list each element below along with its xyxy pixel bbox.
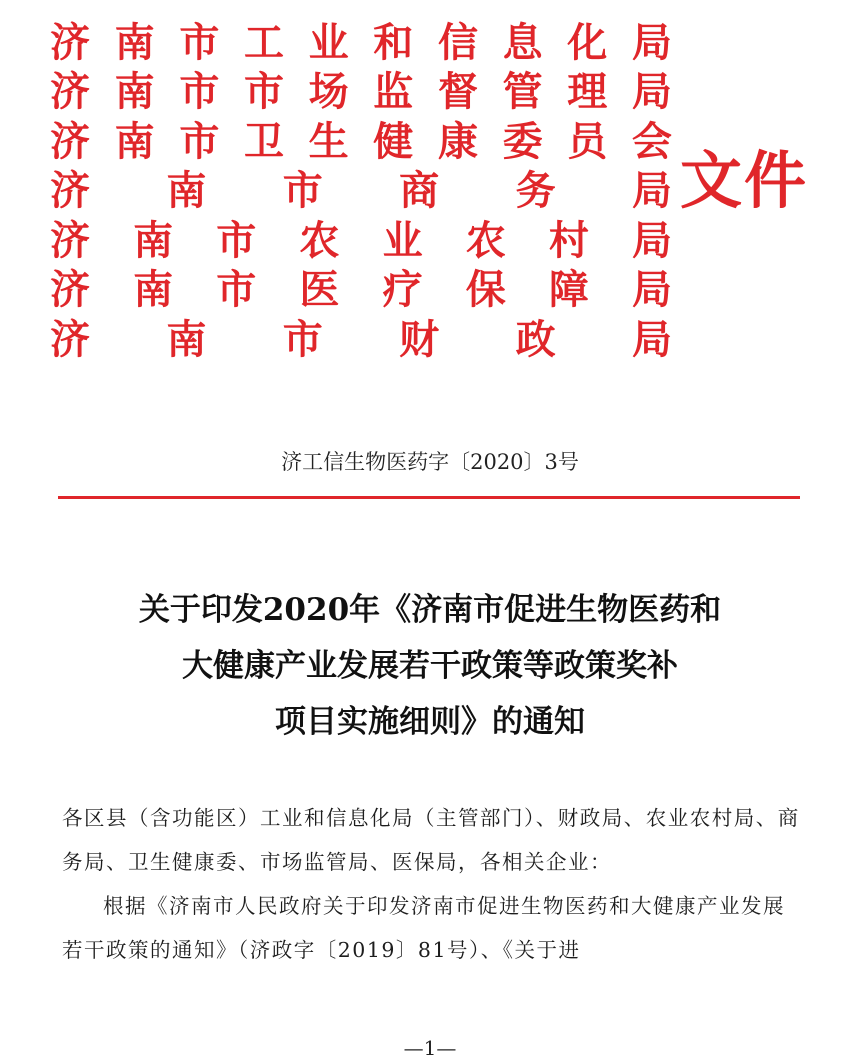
issuer-character: 南 <box>133 267 174 314</box>
issuer-character: 市 <box>282 168 323 215</box>
document-number: 济工信生物医药字〔2020〕3号 <box>281 450 579 474</box>
issuer-character: 和 <box>373 19 414 66</box>
issuer-character: 村 <box>548 217 589 264</box>
issuer-character: 南 <box>166 168 207 215</box>
issuer-character: 济 <box>50 217 90 264</box>
document-label: 文件 <box>680 144 809 217</box>
issuer-row <box>50 18 672 68</box>
issuer-character: 南 <box>114 69 155 116</box>
issuer-row <box>50 167 672 217</box>
title-line: 关于印发2020年《济南市促进生物医药和 <box>138 592 722 628</box>
issuer-character: 南 <box>133 217 174 264</box>
issuer-character: 市 <box>243 69 284 116</box>
document-body <box>62 796 804 972</box>
salutation: 各区县（含功能区）工业和信息化局（主管部门）、财政局、农业农村局、商务局、卫生健康委、市场监管局、医保局，各相关企业： <box>62 806 800 874</box>
issuer-character: 员 <box>567 118 608 165</box>
issuer-character: 督 <box>437 69 478 116</box>
issuer-character: 疗 <box>382 267 423 314</box>
issuer-character: 济 <box>50 267 90 314</box>
issuer-character: 生 <box>308 118 349 165</box>
issuer-character: 务 <box>515 168 556 215</box>
issuer-character: 局 <box>631 217 672 264</box>
issuer-character: 信 <box>437 19 478 66</box>
issuer-character: 南 <box>166 316 207 363</box>
issuer-character: 委 <box>502 118 543 165</box>
issuer-character: 局 <box>631 316 672 363</box>
issuer-character: 医 <box>299 267 340 314</box>
issuer-character: 济 <box>50 118 90 165</box>
issuer-character: 济 <box>50 168 90 215</box>
issuer-character: 济 <box>50 69 90 116</box>
body-paragraph: 根据《济南市人民政府关于印发济南市促进生物医药和大健康产业发展若干政策的通知》（济政字〔2019〕81号）、《关于进 <box>62 894 785 962</box>
issuer-character: 市 <box>216 217 257 264</box>
issuer-character: 化 <box>567 19 608 66</box>
issuer-character: 监 <box>373 69 414 116</box>
issuer-character: 市 <box>179 69 220 116</box>
issuer-character: 障 <box>548 267 589 314</box>
issuer-character: 市 <box>179 19 220 66</box>
issuer-character: 管 <box>502 69 543 116</box>
issuer-character: 市 <box>216 267 257 314</box>
document-title <box>40 582 820 750</box>
issuer-row <box>50 216 672 266</box>
issuer-character: 会 <box>631 118 672 165</box>
issuer-character: 理 <box>567 69 608 116</box>
issuer-character: 政 <box>515 316 556 363</box>
issuer-character: 业 <box>382 217 423 264</box>
issuer-character: 南 <box>114 118 155 165</box>
issuer-character: 济 <box>50 19 90 66</box>
issuer-row <box>50 266 672 316</box>
page-number: —1— <box>403 1036 457 1060</box>
issuer-character: 局 <box>631 19 672 66</box>
issuer-character: 康 <box>437 118 478 165</box>
issuer-character: 济 <box>50 316 90 363</box>
issuer-block <box>50 18 672 365</box>
title-line: 项目实施细则》的通知 <box>275 704 585 740</box>
issuer-character: 局 <box>631 69 672 116</box>
issuer-character: 农 <box>299 217 340 264</box>
issuer-row <box>50 117 672 167</box>
issuer-character: 业 <box>308 19 349 66</box>
issuer-character: 局 <box>631 267 672 314</box>
issuer-character: 市 <box>282 316 323 363</box>
issuer-character: 保 <box>465 267 506 314</box>
issuer-character: 南 <box>114 19 155 66</box>
issuer-character: 场 <box>308 69 349 116</box>
issuer-character: 市 <box>179 118 220 165</box>
issuer-character: 卫 <box>243 118 284 165</box>
issuer-character: 工 <box>243 19 284 66</box>
issuer-character: 农 <box>465 217 506 264</box>
issuer-character: 商 <box>399 168 440 215</box>
issuer-character: 息 <box>502 19 543 66</box>
title-line: 大健康产业发展若干政策等政策奖补 <box>182 648 678 684</box>
issuer-character: 财 <box>399 316 440 363</box>
issuer-row <box>50 315 672 365</box>
issuer-row <box>50 68 672 118</box>
issuer-character: 健 <box>373 118 414 165</box>
issuer-character: 局 <box>631 168 672 215</box>
red-divider <box>58 496 800 499</box>
